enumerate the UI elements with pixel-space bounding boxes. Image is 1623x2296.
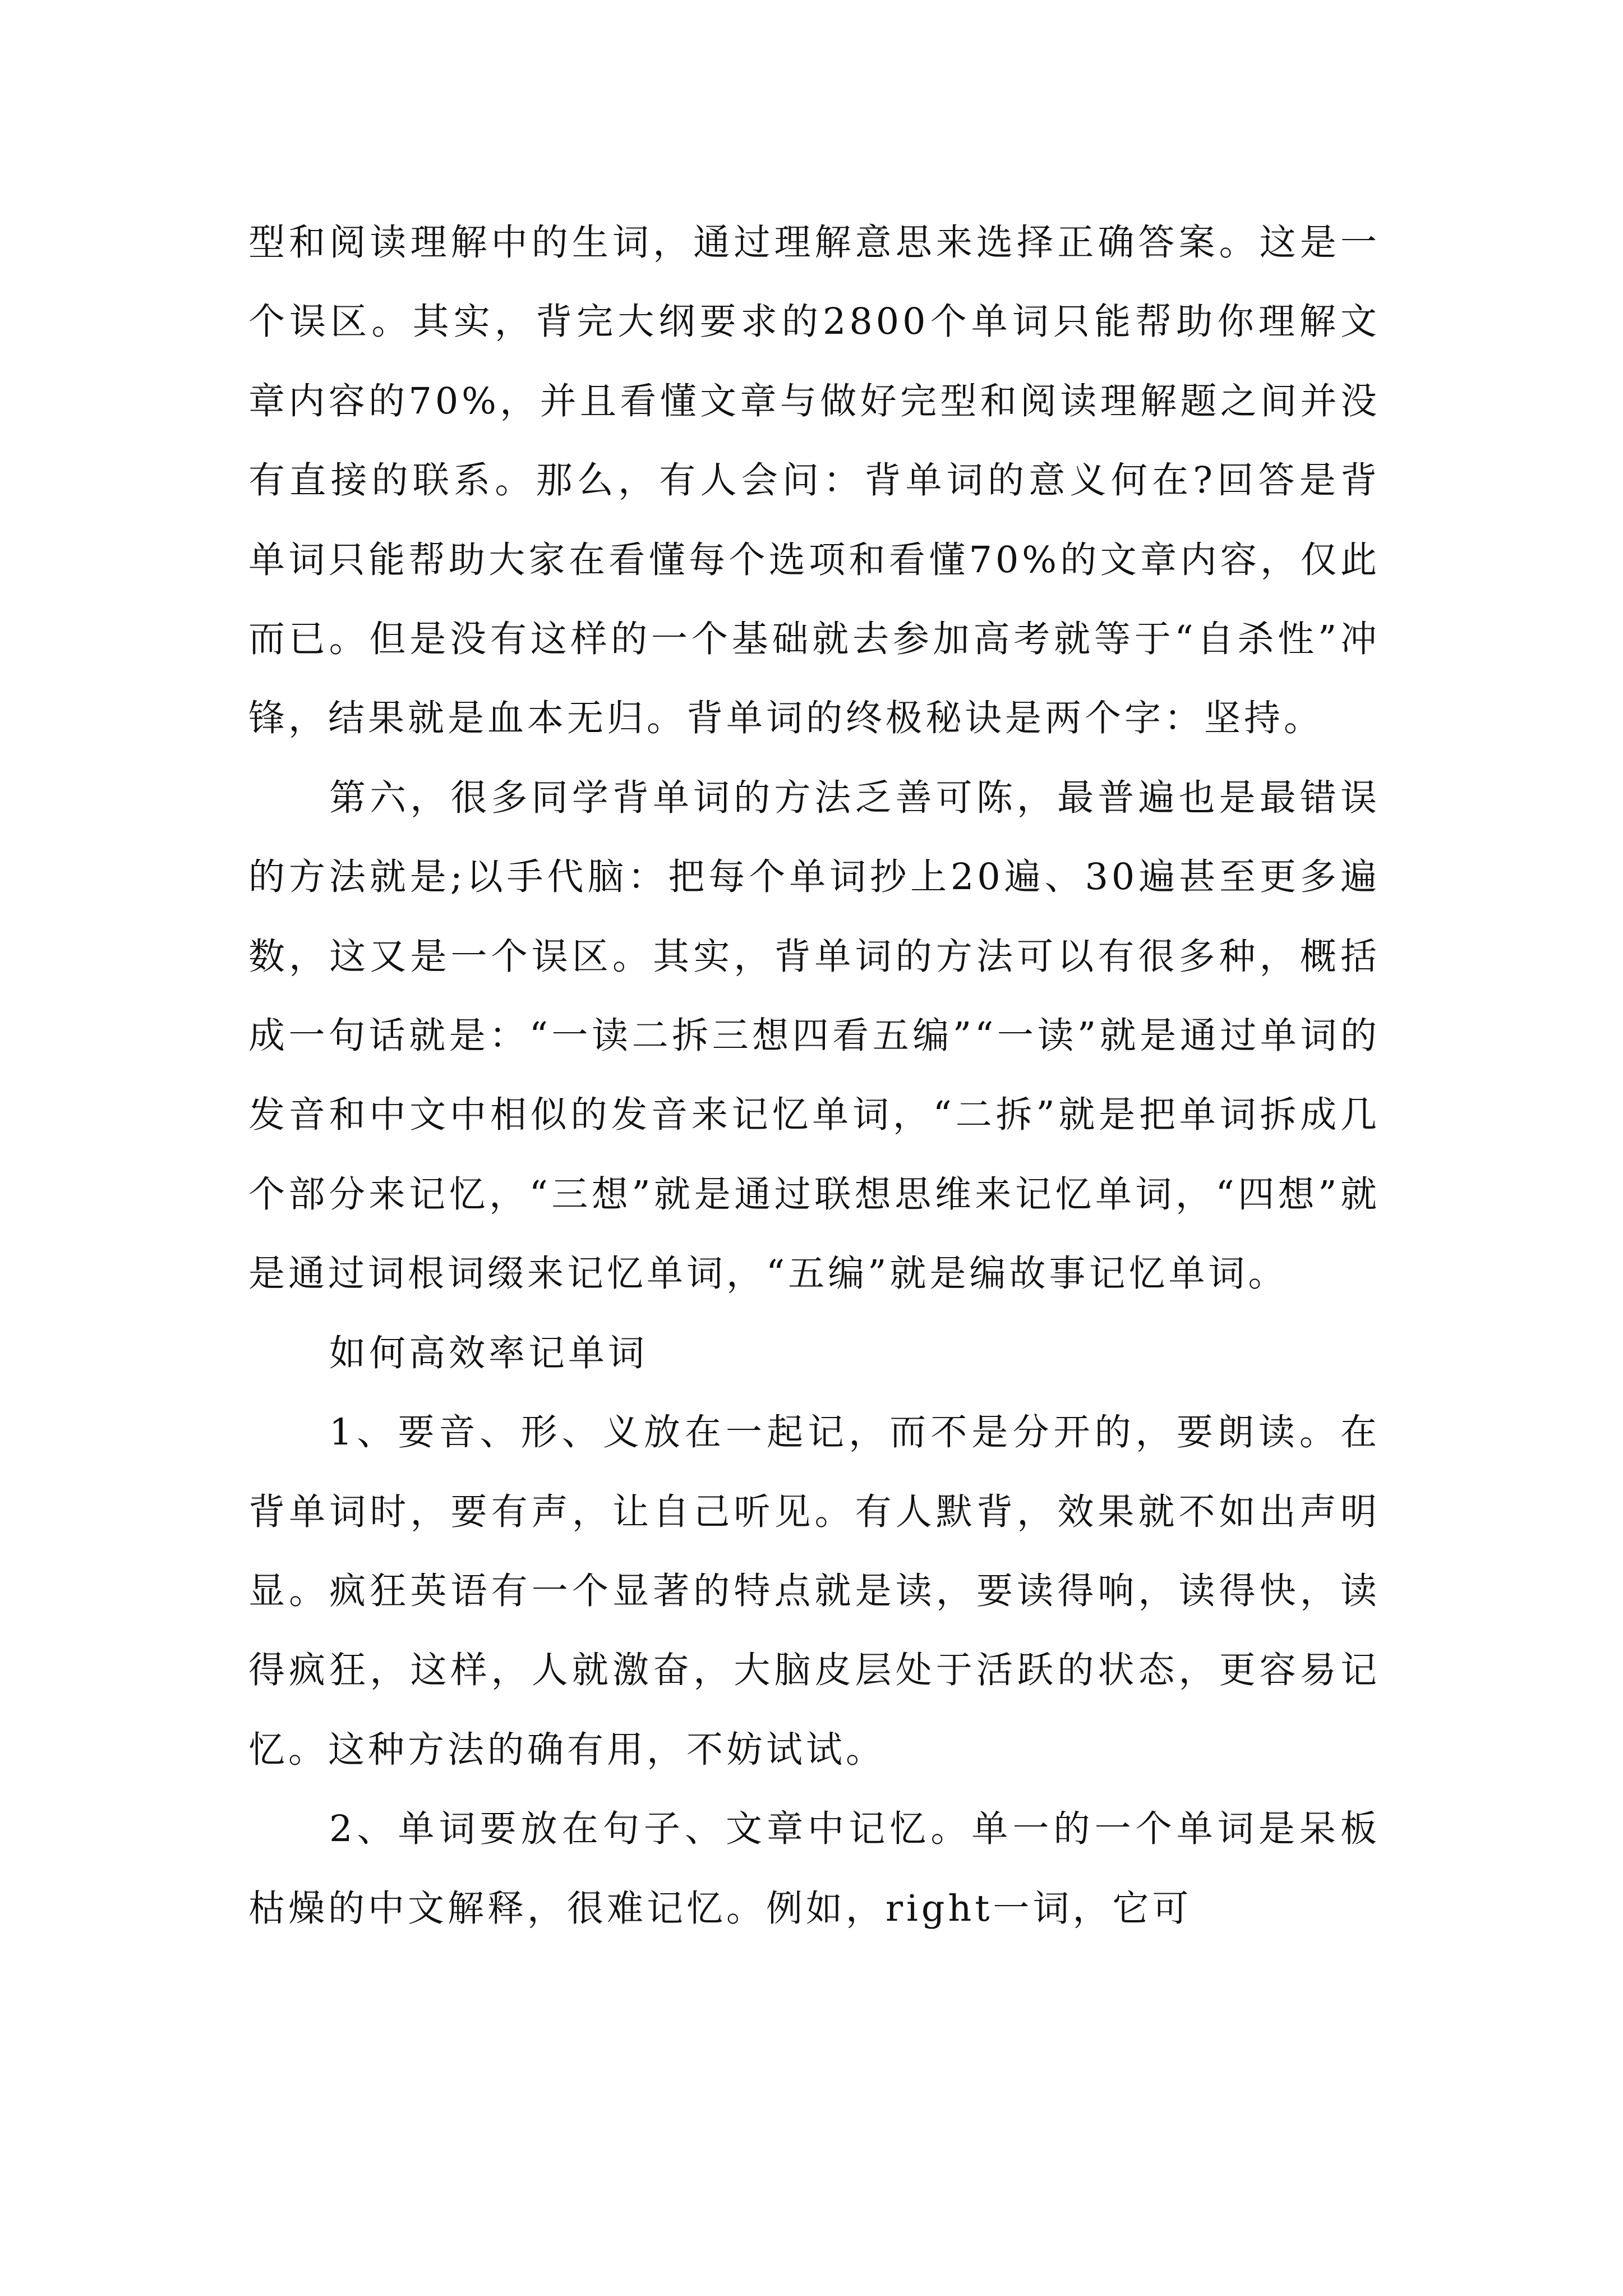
paragraph-tip-1: 1、要音、形、义放在一起记，而不是分开的，要朗读。在背单词时，要有声，让自己听见。有人默背，效果就不如出声明显。疯狂英语有一个显著的特点就是读，要读得响，读得快，读得疯狂，这样，人就激奋，大脑皮层处于活跃的状态，更容易记忆。这种方法的确有用，不妨试试。	[248, 1411, 1380, 1771]
paragraph-sixth-point: 第六，很多同学背单词的方法乏善可陈，最普遍也是最错误的方法就是;以手代脑：把每个单词抄上20遍、30遍甚至更多遍数，这又是一个误区。其实，背单词的方法可以有很多种，概括成一句话就是：“一读二拆三想四看五编”“一读”就是通过单词的发音和中文中相似的发音来记忆单词，“二拆”就是把单词拆成几个部分来记忆，“三想”就是通过联想思维来记忆单词，“四想”就是通过词根词缀来记忆单词，“五编”就是编故事记忆单词。	[248, 776, 1380, 1295]
section-heading: 如何高效率记单词	[329, 1332, 648, 1374]
paragraph-tip-2: 2、单词要放在句子、文章中记忆。单一的一个单词是呆板枯燥的中文解释，很难记忆。例如，right一词，它可	[248, 1808, 1380, 1930]
document-page	[248, 203, 1380, 1948]
paragraph-continued: 型和阅读理解中的生词，通过理解意思来选择正确答案。这是一个误区。其实，背完大纲要求的2800个单词只能帮助你理解文章内容的70%，并且看懂文章与做好完型和阅读理解题之间并没有直接的联系。那么，有人会问：背单词的意义何在?回答是背单词只能帮助大家在看懂每个选项和看懂70%的文章内容，仅此而已。但是没有这样的一个基础就去参加高考就等于“自杀性”冲锋，结果就是血本无归。背单词的终极秘诀是两个字：坚持。	[248, 222, 1380, 740]
